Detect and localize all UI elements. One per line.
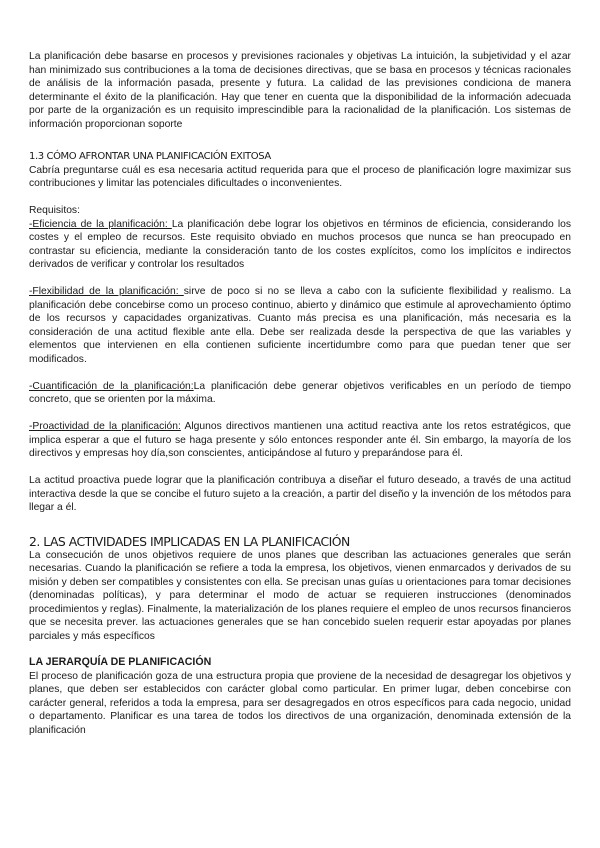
requisito-text: La planificación debe lograr los objetivos en términos de eficiencia, considerando los costes y el empleo de recursos. Este requisito obviado en muchos procesos que nunca se han preocupado en contrastar su eficiencia, mediante la consideración tanto de los costes explícitos, como los implícitos e indirectos derivados de verificar y controlar los resultados [29, 218, 571, 270]
section-heading-1-3: 1.3 CÓMO AFRONTAR UNA PLANIFICACIÓN EXITOSA [29, 151, 271, 162]
section-heading-2: 2. LAS ACTIVIDADES IMPLICADAS EN LA PLANIFICACIÓN [29, 533, 350, 549]
closing-paragraph: La actitud proactiva puede lograr que la planificación contribuya a diseñar el futuro deseado, a través de una actitud interactiva desde la que se concibe el futuro sujeto a la creación, a partir del diseño y la invención de los métodos para llegar a él. [29, 475, 571, 513]
document-page [29, 50, 571, 737]
jerarquia-body: El proceso de planificación goza de una estructura propia que proviene de la necesidad de desagregar los objetivos y planes, que deben ser establecidos con carácter global como particular. En primer lugar, deben concebirse con carácter general, referidos a toda la empresa, para ser desagregados en otros específicos para cada negocio, unidad o departamento. Planificar es una tarea de todos los directivos de una organización, denominada extensión de la planificación [29, 670, 571, 736]
section-2-body: La consecución de unos objetivos requiere de unos planes que describan las actuaciones generales que serán necesarias. Cuando la planificación se refiere a toda la empresa, los objetivos, vienen enmarcados y derivados de su misión y deben ser compatibles y consistentes con ella. Se precisan unas guías u orientaciones para tomar decisiones (denominadas políticas), y para determinar el modo de actuar se requieren instrucciones (denominados procedimientos y reglas). Finalmente, la materialización de los planes requiere el empleo de unos recursos financieros que se necesita prever. las actuaciones generales que se han concebido suelen requerir estar apoyadas por planes parciales y más específicos [29, 549, 571, 642]
requisito-label: -Proactividad de la planificación: [29, 421, 181, 432]
jerarquia-heading: LA JERARQUÍA DE PLANIFICACIÓN [29, 656, 212, 668]
requisito-proactividad [29, 420, 571, 461]
requisitos-label: Requisitos: [29, 205, 80, 216]
requisito-label: -Cuantificación de la planificación: [29, 380, 194, 392]
requisito-label: -Eficiencia de la planificación: [29, 218, 172, 230]
requisito-text: Algunos directivos mantienen una actitud reactiva ante los retos estratégicos, que implica esperar a que el futuro se haga presente y sólo entonces responder ante él. Sin embargo, la mayoría de los directivos y empresas hoy día,son conscientes, anticipándose al futuro y preparándose para él. [29, 421, 572, 459]
intro-paragraph: La planificación debe basarse en procesos y previsiones racionales y objetivas La intuición, la subjetividad y el azar han minimizado sus contribuciones a la toma de decisiones directivas, que se basa en procesos y técnicas racionales de análisis de la información pasada, presente y futura. La calidad de las previsiones condiciona de manera determinante el éxito de la planificación. Hay que tener en cuenta que la disponibilidad de la información adecuada por parte de la organización es un requisito imprescindible para la racionalidad de la planificación. Los sistemas de información proporcionan soporte [29, 51, 571, 130]
requisito-flexibilidad [29, 285, 571, 366]
requisito-text: La planificación debe generar objetivos verificables en un período de tiempo concreto, que se orienten por la máxima. [29, 380, 571, 405]
requisito-eficiencia [29, 218, 571, 272]
section-1-3-body: Cabría preguntarse cuál es esa necesaria actitud requerida para que el proceso de planificación logre maximizar sus contribuciones y limitar las potenciales dificultades o inconvenientes. [29, 164, 571, 189]
requisito-cuantificacion [29, 380, 571, 407]
requisito-text: sirve de poco si no se lleva a cabo con la suficiente flexibilidad y realismo. La planificación debe concebirse como un proceso continuo, abierto y dinámico que estimule al aprovechamiento óptimo de los recursos y capacidades organizativas. Cuanto más precisa es una planificación, más necesaria es la consideración de una actitud flexible ante ella. Debe ser realizada desde la perspectiva de que las variables y elementos que intervienen en ella contienen suficiente incertidumbre como para que puedan tener que ser modificados. [29, 286, 571, 365]
requisito-label: -Flexibilidad de la planificación: [29, 286, 184, 297]
